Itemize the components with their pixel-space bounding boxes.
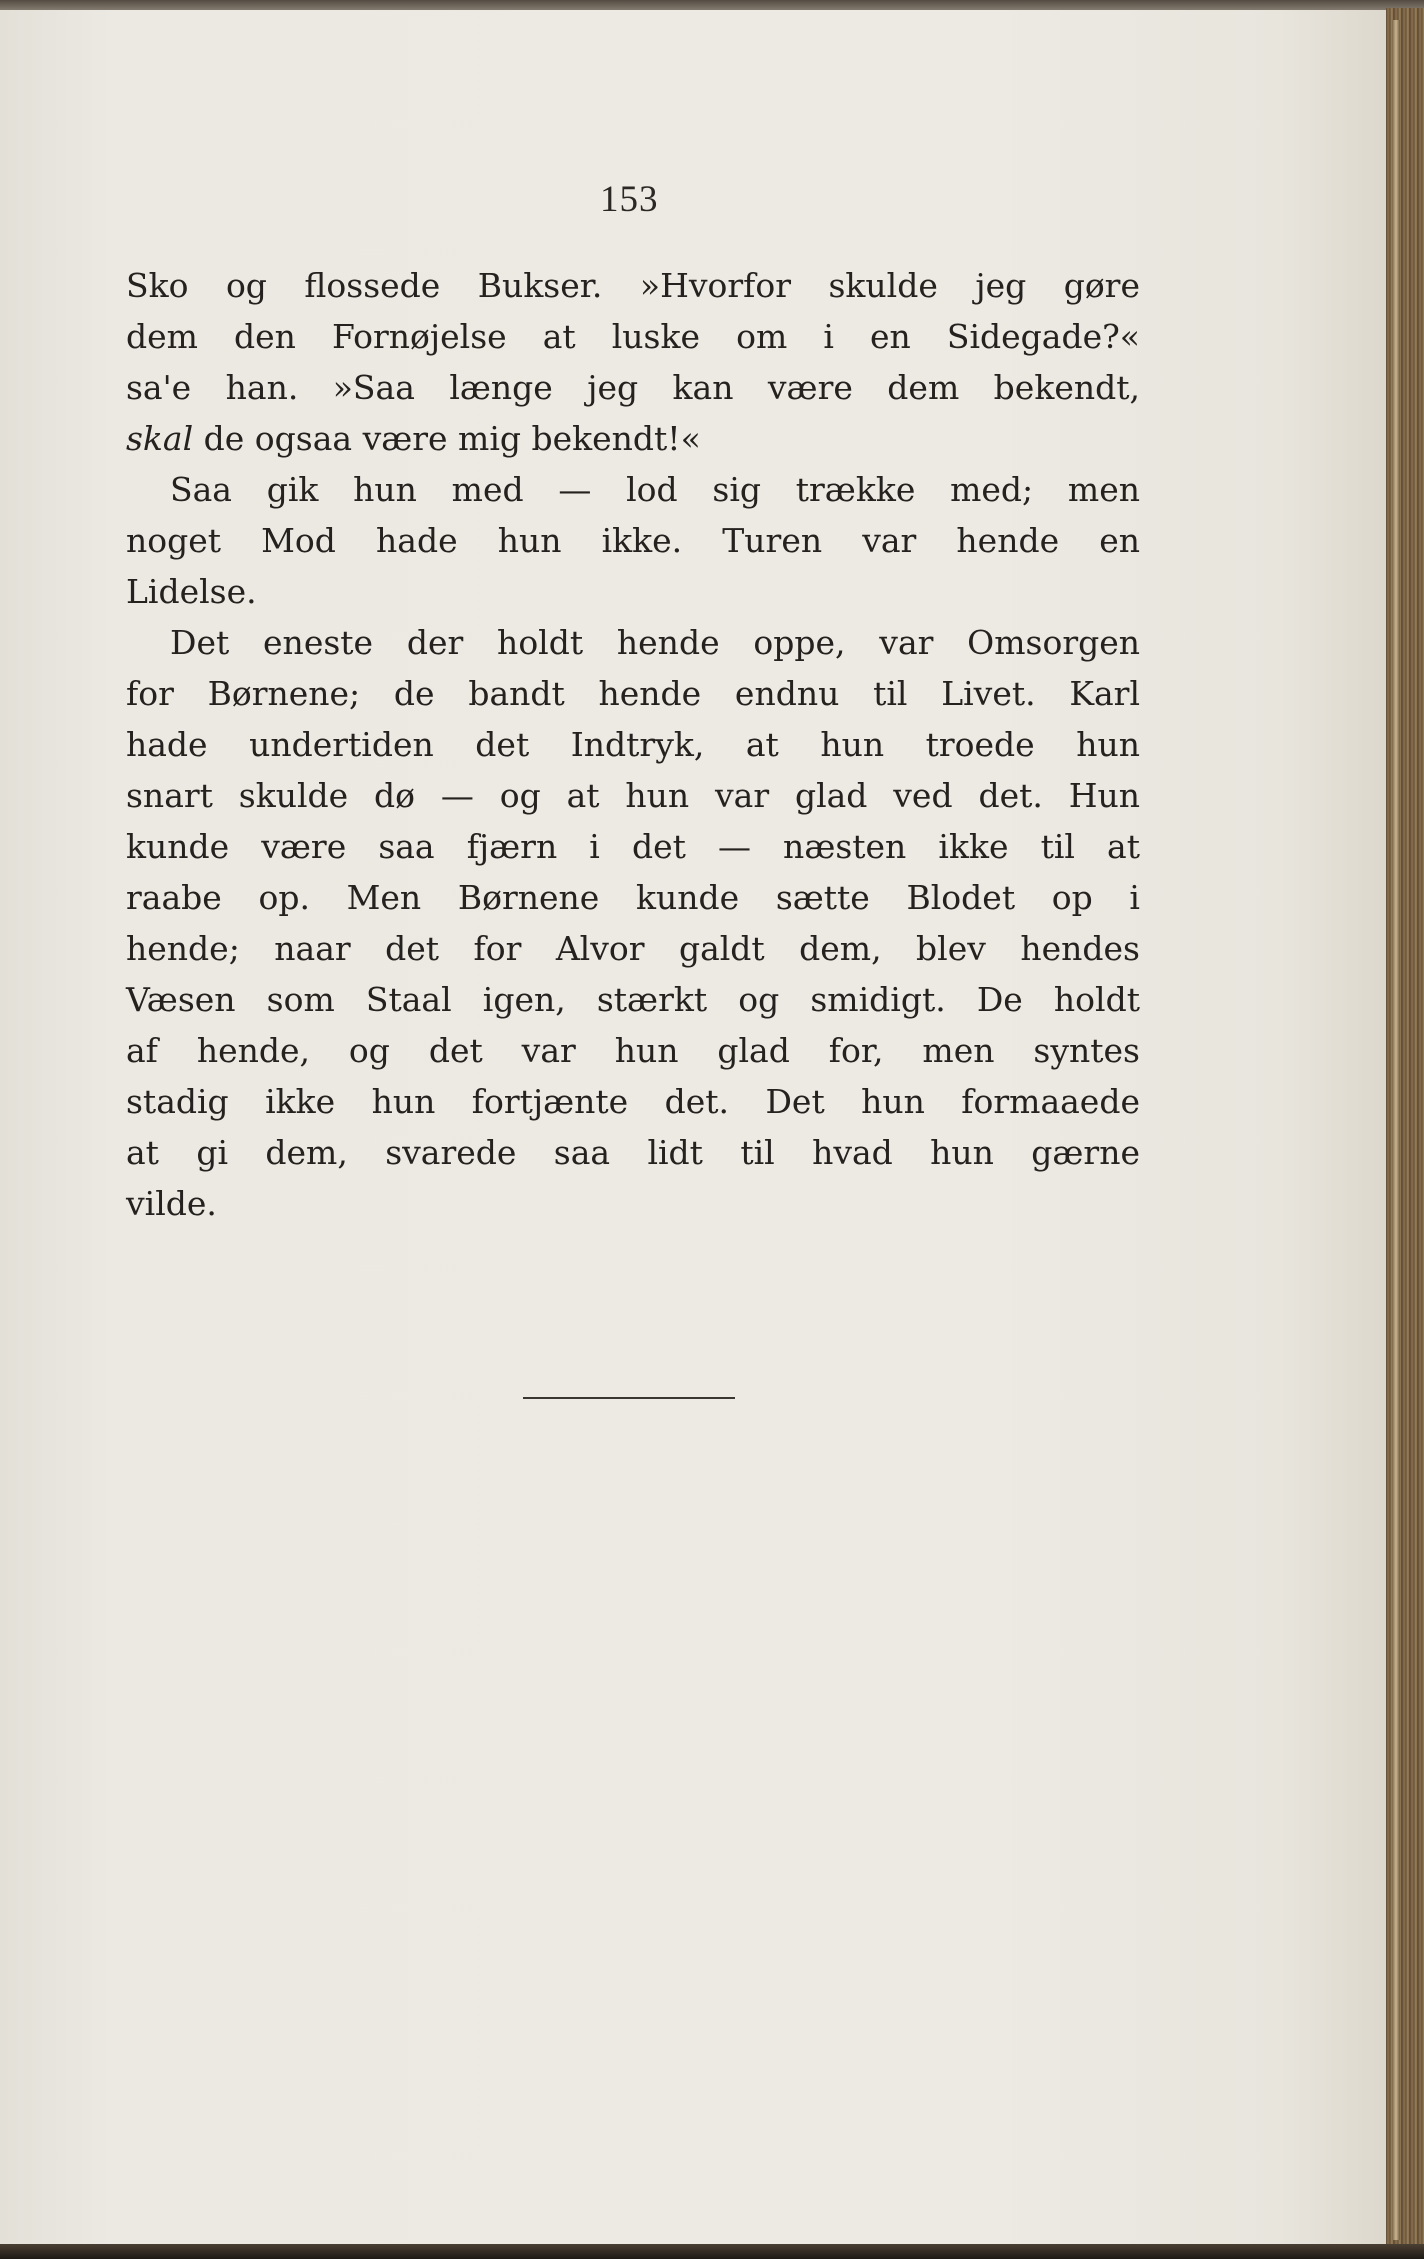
text-fragment: Det eneste der holdt hende oppe, var Omsorgen bbox=[170, 623, 1140, 662]
text-fragment: de ogsaa være mig bekendt!« bbox=[193, 419, 701, 458]
text-fragment: Saa gik hun med — lod sig trække med; men bbox=[170, 470, 1140, 509]
page-number: 153 bbox=[600, 179, 659, 220]
text-line: stadig ikke hun fortjænte det. Det hun formaaede bbox=[126, 1082, 1140, 1121]
text-line bbox=[126, 413, 1140, 464]
page-stack-highlight bbox=[1392, 20, 1400, 2240]
text-line: hade undertiden det Indtryk, at hun troede hun bbox=[126, 725, 1140, 764]
text-line: Lidelse. bbox=[126, 572, 257, 611]
text-line: snart skulde dø — og at hun var glad ved det. Hun bbox=[126, 776, 1140, 815]
text-line bbox=[126, 464, 1140, 515]
text-line: kunde være saa fjærn i det — næsten ikke til at bbox=[126, 827, 1140, 866]
text-line: noget Mod hade hun ikke. Turen var hende en bbox=[126, 521, 1140, 560]
text-line: for Børnene; de bandt hende endnu til Livet. Karl bbox=[126, 674, 1140, 713]
text-line: Sko og flossede Bukser. »Hvorfor skulde jeg gøre bbox=[126, 266, 1140, 305]
italic-word: skal bbox=[126, 419, 194, 458]
text-line: Væsen som Staal igen, stærkt og smidigt. De holdt bbox=[126, 980, 1140, 1019]
text-line: dem den Fornøjelse at luske om i en Sidegade?« bbox=[126, 317, 1140, 356]
text-line: hende; naar det for Alvor galdt dem, blev hendes bbox=[126, 929, 1140, 968]
body-text bbox=[126, 260, 1140, 1229]
text-line: af hende, og det var hun glad for, men syntes bbox=[126, 1031, 1140, 1070]
text-line bbox=[126, 617, 1140, 668]
bottom-page-edge bbox=[0, 2244, 1424, 2259]
chapter-end-rule bbox=[523, 1397, 735, 1399]
text-line: vilde. bbox=[126, 1184, 217, 1223]
text-line: sa'e han. »Saa længe jeg kan være dem bekendt, bbox=[126, 368, 1140, 407]
text-line: raabe op. Men Børnene kunde sætte Blodet op i bbox=[126, 878, 1140, 917]
text-line: at gi dem, svarede saa lidt til hvad hun gærne bbox=[126, 1133, 1140, 1172]
